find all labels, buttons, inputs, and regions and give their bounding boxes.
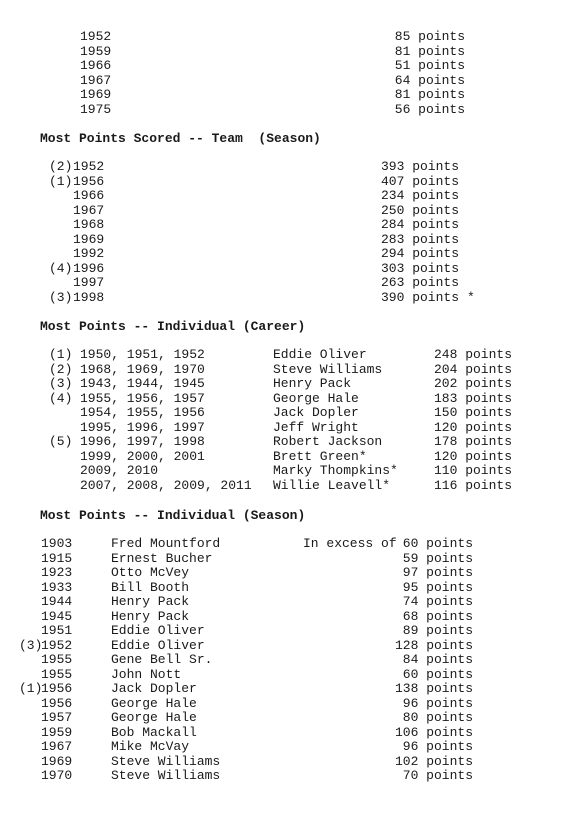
- years: 1968, 1969, 1970: [80, 361, 205, 377]
- table-row: [0, 363, 570, 378]
- years: 1999, 2000, 2001: [80, 448, 205, 464]
- player-name: Jeff Wright: [273, 419, 359, 435]
- points: 120 points: [433, 448, 512, 464]
- points: 96 points: [402, 739, 473, 754]
- points: 284 points: [380, 217, 459, 232]
- year: 1998: [73, 289, 105, 305]
- player-name: Jack Dopler: [273, 405, 359, 420]
- year: 1951: [41, 623, 73, 638]
- table-row: [0, 668, 570, 683]
- table-row: [0, 552, 570, 567]
- points: 95 points: [402, 579, 473, 595]
- year: 1959: [41, 724, 73, 740]
- player-name: Willie Leavell*: [273, 477, 391, 493]
- year: 1903: [41, 536, 73, 551]
- table-row: [0, 247, 570, 262]
- points: 303 points: [380, 260, 459, 276]
- points-qualifier: In excess of: [303, 536, 397, 551]
- year: 1933: [41, 579, 73, 595]
- points: 106 points: [394, 724, 473, 740]
- player-name: Steve Williams: [111, 753, 221, 769]
- points: 68 points: [402, 608, 473, 624]
- player-name: Robert Jackson: [273, 434, 383, 449]
- table-row: [0, 610, 570, 625]
- table-row: [0, 262, 570, 277]
- year: 1915: [41, 550, 73, 566]
- table-row: [0, 392, 570, 407]
- table-row: [0, 348, 570, 363]
- player-name: Eddie Oliver: [111, 637, 205, 653]
- player-name: Henry Pack: [111, 608, 190, 624]
- table-row: [0, 276, 570, 291]
- points: 128 points: [394, 637, 473, 653]
- points: 150 points: [433, 405, 512, 420]
- years: 2007, 2008, 2009, 2011: [80, 477, 252, 493]
- year: 1956: [41, 681, 73, 696]
- rank: (3): [49, 289, 73, 305]
- rank: (4): [49, 260, 73, 276]
- points: 204 points: [433, 361, 512, 377]
- years: 1954, 1955, 1956: [80, 405, 205, 420]
- table-row: [0, 624, 570, 639]
- player-name: Mike McVay: [111, 739, 190, 754]
- rank: (1): [19, 681, 43, 696]
- player-name: Henry Pack: [111, 594, 190, 609]
- table-row: [0, 464, 570, 479]
- points: 202 points: [433, 376, 512, 391]
- points: 294 points: [380, 246, 459, 261]
- year: 1997: [73, 275, 105, 290]
- year: 1952: [73, 159, 105, 174]
- player-name: Bill Booth: [111, 579, 190, 595]
- year: 1967: [73, 202, 105, 218]
- individual-season-heading: Most Points -- Individual (Season): [40, 508, 306, 523]
- player-name: Jack Dopler: [111, 681, 197, 696]
- player-name: John Nott: [111, 666, 182, 682]
- points: 102 points: [394, 753, 473, 769]
- list-item: [0, 74, 570, 89]
- year: 1956: [73, 173, 105, 189]
- rank: (4): [49, 390, 73, 406]
- table-row: [0, 595, 570, 610]
- points: 70 points: [402, 768, 473, 783]
- rank: (3): [49, 376, 73, 391]
- year: 1968: [73, 217, 105, 232]
- years: 1943, 1944, 1945: [80, 376, 205, 391]
- year: 1957: [41, 710, 73, 725]
- table-row: [0, 291, 570, 306]
- points: 74 points: [402, 594, 473, 609]
- player-name: Eddie Oliver: [273, 347, 367, 362]
- year: 1969: [80, 87, 112, 102]
- years: 1955, 1956, 1957: [80, 390, 205, 406]
- year: 1952: [41, 637, 73, 653]
- points: 120 points: [433, 419, 512, 435]
- table-row: [0, 740, 570, 755]
- player-name: Steve Williams: [273, 361, 383, 377]
- year: 1955: [41, 652, 73, 667]
- table-row: [0, 218, 570, 233]
- year: 1996: [73, 260, 105, 276]
- player-name: Gene Bell Sr.: [111, 652, 213, 667]
- year: 1944: [41, 594, 73, 609]
- points: 138 points: [394, 681, 473, 696]
- rank: (2): [49, 159, 73, 174]
- player-name: Henry Pack: [273, 376, 352, 391]
- note: *: [467, 289, 475, 305]
- list-item: [0, 103, 570, 118]
- list-item: [0, 88, 570, 103]
- points: 390 points: [380, 289, 459, 305]
- player-name: George Hale: [111, 695, 197, 711]
- rank: (2): [49, 361, 73, 377]
- years: 1996, 1997, 1998: [80, 434, 205, 449]
- table-row: [0, 377, 570, 392]
- player-name: George Hale: [273, 390, 359, 406]
- points: 84 points: [402, 652, 473, 667]
- points: 81 points: [394, 43, 465, 59]
- year: 1955: [41, 666, 73, 682]
- list-item: [0, 59, 570, 74]
- list-item: [0, 30, 570, 45]
- player-name: Ernest Bucher: [111, 550, 213, 566]
- years: 1995, 1996, 1997: [80, 419, 205, 435]
- table-row: [0, 711, 570, 726]
- points: 283 points: [380, 231, 459, 247]
- table-row: [0, 421, 570, 436]
- rank: (1): [49, 347, 73, 362]
- year: 1952: [80, 29, 112, 44]
- rank: (5): [49, 434, 73, 449]
- table-row: [0, 581, 570, 596]
- years: 2009, 2010: [80, 463, 159, 478]
- points: 393 points: [380, 159, 459, 174]
- points: 59 points: [402, 550, 473, 566]
- points: 80 points: [402, 710, 473, 725]
- table-row: [0, 639, 570, 654]
- points: 116 points: [433, 477, 512, 493]
- points: 178 points: [433, 434, 512, 449]
- points: 64 points: [394, 72, 465, 88]
- year: 1923: [41, 565, 73, 580]
- year: 1945: [41, 608, 73, 624]
- table-row: [0, 566, 570, 581]
- year: 1966: [80, 58, 112, 73]
- points: 60 points: [402, 666, 473, 682]
- player-name: Otto McVey: [111, 565, 190, 580]
- points: 110 points: [433, 463, 512, 478]
- year: 1967: [80, 72, 112, 88]
- points: 407 points: [380, 173, 459, 189]
- points: 85 points: [394, 29, 465, 44]
- table-row: [0, 160, 570, 175]
- points: 56 points: [394, 101, 465, 117]
- player-name: Bob Mackall: [111, 724, 197, 740]
- table-row: [0, 175, 570, 190]
- year: 1956: [41, 695, 73, 711]
- player-name: Fred Mountford: [111, 536, 221, 551]
- table-row: [0, 233, 570, 248]
- player-name: George Hale: [111, 710, 197, 725]
- player-name: Brett Green*: [273, 448, 367, 464]
- list-item: [0, 45, 570, 60]
- table-row: [0, 769, 570, 784]
- table-row: [0, 189, 570, 204]
- player-name: Eddie Oliver: [111, 623, 205, 638]
- table-row: [0, 204, 570, 219]
- table-row: [0, 653, 570, 668]
- points: 60 points: [402, 536, 473, 551]
- years: 1950, 1951, 1952: [80, 347, 205, 362]
- points: 51 points: [394, 58, 465, 73]
- rank: (3): [19, 637, 43, 653]
- rank: (1): [49, 173, 73, 189]
- points: 183 points: [433, 390, 512, 406]
- table-row: [0, 682, 570, 697]
- individual-career-heading: Most Points -- Individual (Career): [40, 319, 306, 334]
- table-row: [0, 726, 570, 741]
- table-row: [0, 450, 570, 465]
- points: 96 points: [402, 695, 473, 711]
- table-row: [0, 755, 570, 770]
- table-row: [0, 479, 570, 494]
- points: 89 points: [402, 623, 473, 638]
- year: 1970: [41, 768, 73, 783]
- year: 1967: [41, 739, 73, 754]
- table-row: [0, 697, 570, 712]
- points: 97 points: [402, 565, 473, 580]
- year: 1959: [80, 43, 112, 59]
- table-row: [0, 435, 570, 450]
- team-season-heading: Most Points Scored -- Team (Season): [40, 131, 321, 146]
- points: 234 points: [380, 188, 459, 203]
- points: 250 points: [380, 202, 459, 218]
- points: 248 points: [433, 347, 512, 362]
- year: 1969: [41, 753, 73, 769]
- player-name: Marky Thompkins*: [273, 463, 398, 478]
- player-name: Steve Williams: [111, 768, 221, 783]
- year: 1975: [80, 101, 112, 117]
- year: 1992: [73, 246, 105, 261]
- points: 81 points: [394, 87, 465, 102]
- points: 263 points: [380, 275, 459, 290]
- table-row: [0, 406, 570, 421]
- year: 1969: [73, 231, 105, 247]
- table-row: [0, 537, 570, 552]
- year: 1966: [73, 188, 105, 203]
